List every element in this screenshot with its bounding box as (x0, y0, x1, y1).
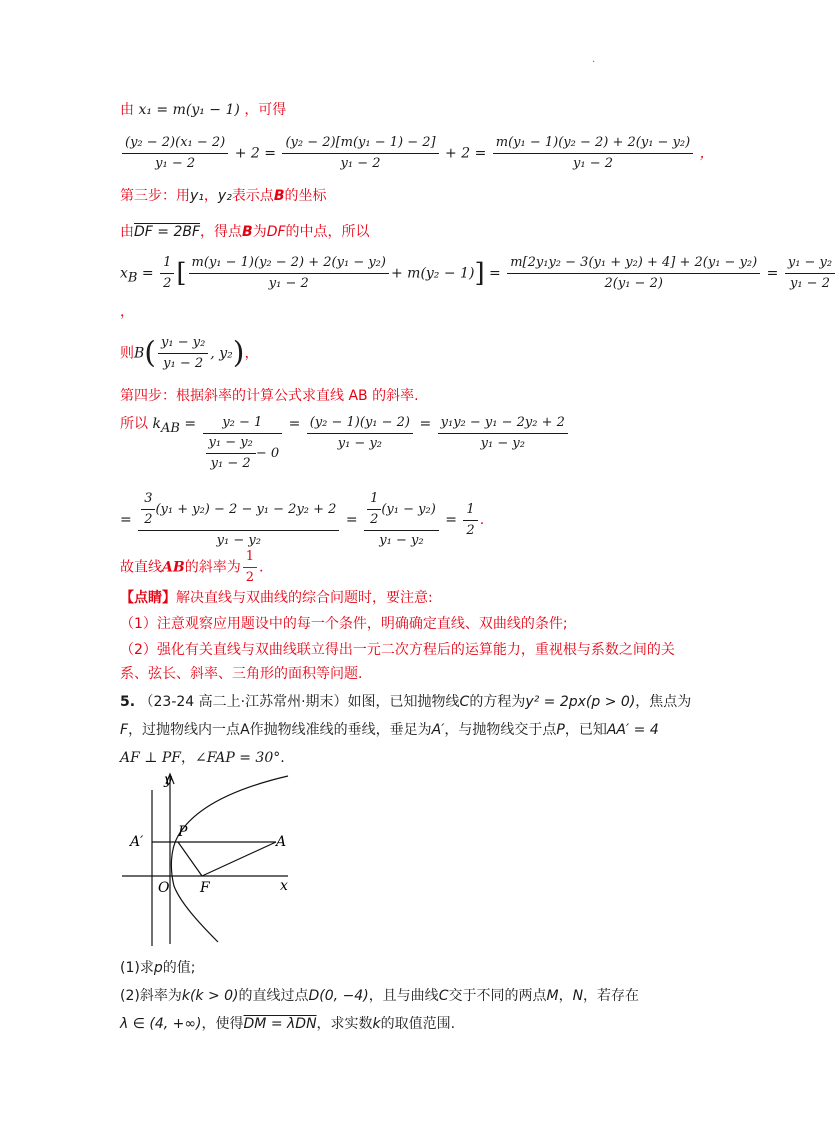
kab2-ma: 1 (367, 490, 381, 510)
step-intro-suffix: ，可得 (244, 102, 287, 118)
problem5-line3 (120, 748, 285, 768)
kab2-eq: = (120, 512, 132, 528)
problem5-l2a: ，过抛物线内一点 (128, 722, 241, 738)
kab2-line (120, 490, 484, 550)
kab2-res-den: 2 (466, 522, 475, 538)
xb-eq: = (141, 265, 154, 282)
kab-f2-den: y₁ − y₂ (337, 436, 383, 451)
corner-mark: . (592, 54, 596, 65)
problem5-l2d: ，已知 (564, 722, 607, 738)
kab-eq: = (184, 416, 197, 432)
q2-d: D(0, −4) (308, 988, 369, 1004)
label-f: F (200, 880, 210, 896)
conclusion-tail: . (258, 559, 264, 576)
kab-f1-den-tail: − 0 (255, 446, 280, 461)
q2-l2a: ，使得 (201, 1016, 244, 1032)
q2-vec: DM = λDN (243, 1016, 317, 1032)
step3-v2: y₂ (217, 188, 232, 204)
conclusion-line (120, 548, 263, 587)
xb-eq3: = (766, 265, 779, 282)
xb-final-num: y₁ − y₂ (785, 254, 835, 274)
tip-item-1: （1）注意观察应用题设中的每一个条件，明确确定直线、双曲线的条件; (120, 616, 568, 632)
q1-p: p (153, 960, 163, 976)
then-b-coord2: , y₂ (210, 345, 233, 362)
problem5-l3b: ∠FAP = 30° (195, 750, 281, 766)
tip-text: 解决直线与双曲线的综合问题时，要注意: (176, 590, 433, 606)
step3-sep: ， (203, 188, 218, 204)
then-b-den: y₁ − 2 (163, 356, 204, 371)
kab-k: k (152, 416, 161, 432)
vector-line (120, 222, 370, 242)
tip-line (120, 588, 433, 608)
then-b-tail: ， (244, 345, 259, 362)
xb-inner-den: y₁ − 2 (268, 276, 309, 291)
problem5-c: C (459, 694, 470, 710)
label-y: y (164, 772, 172, 788)
segment-pf (178, 842, 202, 876)
xb-eq2: = (489, 265, 501, 282)
xb-inner-tail: + m(y₂ − 1) (390, 265, 475, 282)
question-1 (120, 958, 195, 978)
q2-l2b: ，求实数 (316, 1016, 373, 1032)
vector-prefix: 由 (120, 224, 134, 240)
xb-lhs: x (120, 265, 128, 282)
q2-prefix: (2)斜率为 (120, 988, 182, 1004)
problem5-text1: 如图，已知抛物线 (347, 694, 460, 710)
then-b-point: B (134, 345, 145, 362)
problem5-line1 (120, 692, 691, 712)
kab-f1-den-num: y₁ − y₂ (206, 434, 256, 454)
parabola-figure (118, 770, 298, 950)
problem5-p: P (556, 722, 565, 738)
kab-f1-den-den: y₁ − 2 (210, 456, 251, 471)
kab2-res-num: 1 (463, 501, 477, 521)
q2-mid2: ，且与曲线 (368, 988, 439, 1004)
eq1-term1-num: (y₂ − 2)(x₁ − 2) (122, 134, 228, 154)
q2-n: N (572, 988, 584, 1004)
problem5-l2c: ，与抛物线交于点 (444, 722, 557, 738)
kab-f1-num: y₂ − 1 (203, 414, 283, 434)
step-intro-equation: x₁ = m(y₁ − 1) (138, 102, 240, 118)
kab-prefix: 所以 (120, 416, 148, 432)
problem5-l3a: AF ⊥ PF (120, 750, 182, 766)
problem5-l2eq: AA′ = 4 (606, 722, 659, 738)
step-intro-line (120, 100, 286, 120)
kab2-eq3: = (445, 512, 457, 528)
problem5-l2b: 作抛物线准线的垂线，垂足为 (249, 722, 432, 738)
vector-end: 的中点，所以 (285, 224, 370, 240)
then-b-prefix: 则 (120, 345, 134, 362)
kab-k-sub: AB (160, 420, 180, 436)
step3-label: 第三步：用 (120, 188, 190, 204)
step3-line (120, 186, 326, 206)
label-p: P (178, 824, 188, 840)
step3-point: B (273, 188, 285, 204)
kab2-den2: y₁ − y₂ (379, 533, 424, 548)
kab-line (120, 414, 570, 473)
q2-end: ，若存在 (583, 988, 640, 1004)
xb-right-den: 2(y₁ − 2) (604, 276, 663, 291)
eq1-plus-a: + 2 = (234, 145, 276, 162)
problem5-text3: ，焦点为 (635, 694, 692, 710)
kab2-mb: 2 (370, 512, 379, 527)
eq1-plus-b: + 2 = (445, 145, 487, 162)
eq1-term3-den: y₁ − 2 (573, 156, 613, 171)
kab-f2-num: (y₂ − 1)(y₁ − 2) (307, 414, 413, 434)
then-b-num: y₁ − y₂ (158, 334, 208, 354)
q2-k: k(k > 0) (181, 988, 239, 1004)
problem5-num: 5. (120, 694, 136, 710)
q2-sep: ， (558, 988, 573, 1004)
xb-final-den: y₁ − 2 (789, 276, 830, 291)
label-o: O (158, 880, 170, 896)
problem5-text2: 的方程为 (469, 694, 526, 710)
tip-label: 【点睛】 (120, 590, 176, 606)
tip-item-2b: 系、弦长、斜率、三角形的面积等问题. (120, 666, 363, 682)
step4-line: 第四步：根据斜率的计算公式求直线 AB 的斜率. (120, 388, 419, 404)
q2-mid: 的直线过点 (238, 988, 309, 1004)
label-x: x (280, 878, 288, 894)
kab2-eq2: = (345, 512, 358, 528)
conclusion-ab: AB (162, 559, 185, 576)
step3-v1: y₁ (190, 188, 204, 204)
question-2-line2 (120, 1014, 455, 1034)
kab-f3-num: y₁y₂ − y₁ − 2y₂ + 2 (438, 414, 568, 434)
kab-eq2: = (288, 416, 301, 432)
q2-l2c: 的取值范围. (380, 1016, 456, 1032)
xb-inner-num: m(y₁ − 1)(y₂ − 2) + 2(y₁ − y₂) (189, 254, 389, 274)
vector-point-b: B (242, 224, 253, 240)
vector-seg: DF (266, 224, 286, 240)
kab2-mrest: (y₁ − y₂) (381, 502, 436, 517)
then-b-line: 则B( $\frac{\text{y₁ − y₂}}{\text{y₁ − 2}}$ , y₂)， (120, 335, 259, 371)
xb-equation: $x_B$ = $\frac{1}{2}$ [ $\frac{\text{m(y₁ − 1)(y₂ − 2) + 2(y₁ − y₂)}}{\text{y₁ − 2}}$ + m(y₂ − 1)] = $\frac{\text{m[2y₁y₂ − 3(y₁ + y₂) + 4] + 2(y₁ − y₂)}}{\text{2(y₁ − 2)}}$ = $\frac{\text{y₁ − y₂}}{\text{y₁ − 2}}$ (120, 254, 837, 293)
label-a-prime: A′ (130, 834, 144, 850)
equation-chain-1 (120, 134, 714, 173)
vector-mid2: 为 (252, 224, 267, 240)
eq1-tail: ， (699, 145, 714, 162)
kab-f3-den: y₁ − y₂ (480, 436, 525, 451)
problem5-a: A (240, 722, 250, 738)
q2-m: M (546, 988, 559, 1004)
vector-mid: ，得点 (200, 224, 243, 240)
kab2-den1: y₁ − y₂ (216, 533, 261, 548)
eq1-term1-den: y₁ − 2 (155, 156, 196, 171)
kab2-na: 3 (141, 490, 155, 510)
kab2-nrest: (y₁ + y₂) − 2 − y₁ − 2y₂ + 2 (155, 502, 337, 517)
conclusion-num: 1 (243, 548, 257, 568)
problem5-l3sep: ， (181, 750, 196, 766)
xb-half-num: 1 (160, 254, 174, 274)
kab2-nb: 2 (144, 512, 153, 527)
xb-lhs-sub: B (127, 270, 138, 286)
q2-mid3: 交于不同的两点 (448, 988, 547, 1004)
eq1-term2-den: y₁ − 2 (340, 156, 381, 171)
problem5-source: （23-24 高二上·江苏常州·期末） (139, 694, 348, 710)
conclusion-mid: 的斜率为 (184, 559, 241, 576)
tip-item-2a: （2）强化有关直线与双曲线联立得出一元二次方程后的运算能力，重视根与系数之间的关 (120, 642, 675, 658)
label-a: A (276, 834, 287, 850)
xb-right-num: m[2y₁y₂ − 3(y₁ + y₂) + 4] + 2(y₁ − y₂) (507, 254, 760, 274)
parabola-curve (171, 776, 288, 942)
kab-eq3: = (419, 416, 432, 432)
q1-suffix: 的值; (162, 960, 196, 976)
segment-fa (202, 842, 276, 876)
q2-c: C (438, 988, 449, 1004)
problem5-eq: y² = 2px(p > 0) (525, 694, 636, 710)
conclusion-prefix: 故直线 (120, 559, 162, 576)
eq1-term2-num: (y₂ − 2)[m(y₁ − 1) − 2] (282, 134, 438, 154)
question-2-line1 (120, 986, 639, 1006)
eq1-term3-num: m(y₁ − 1)(y₂ − 2) + 2(y₁ − y₂) (493, 134, 693, 154)
conclusion-den: 2 (245, 570, 254, 585)
xb-half-den: 2 (163, 276, 172, 291)
problem5-ap: A′ (431, 722, 445, 738)
step3-end: 的坐标 (284, 188, 327, 204)
q2-lambda: λ ∈ (4, +∞) (120, 1016, 202, 1032)
problem5-line2 (120, 720, 659, 740)
step-intro-prefix: 由 (120, 102, 134, 118)
problem5-f: F (120, 722, 129, 738)
kab2-tail: . (479, 512, 485, 528)
problem5-l3end: . (280, 750, 285, 766)
vector-equation: DF = 2BF (134, 224, 201, 240)
q2-l2k: k (372, 1016, 381, 1032)
step3-rest: 表示点 (231, 188, 274, 204)
q1-prefix: (1)求 (120, 960, 154, 976)
lone-comma: ， (120, 304, 134, 320)
